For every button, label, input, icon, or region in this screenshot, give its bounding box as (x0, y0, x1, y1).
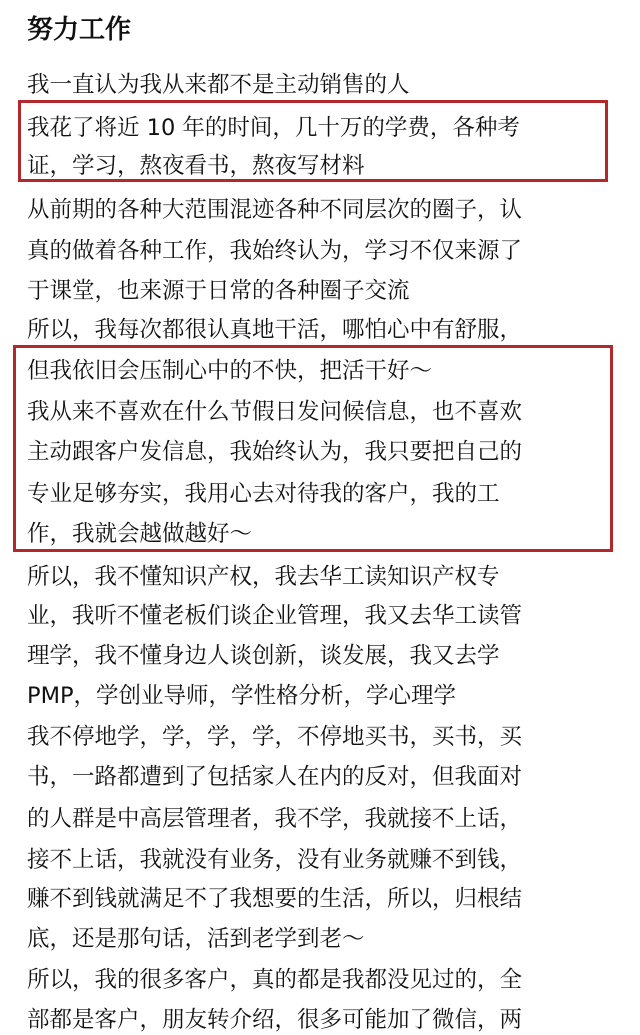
text-line: 部都是客户，朋友转介绍，很多可能加了微信，两 (27, 1007, 523, 1033)
text-line: 我不停地学，学，学，学，不停地买书，买书，买 (27, 724, 523, 750)
text-line: 主动跟客户发信息，我始终认为，我只要把自己的 (27, 439, 523, 465)
text-line: PMP，学创业导师，学性格分析，学心理学 (27, 683, 457, 709)
text-line: 我一直认为我从来都不是主动销售的人 (27, 72, 410, 98)
text-line: 作，我就会越做越好～ (27, 521, 253, 547)
text-line: 底，还是那句话，活到老学到老～ (27, 926, 365, 952)
text-line: 书，一路都遭到了包括家人在内的反对，但我面对 (27, 764, 523, 790)
text-line: 接不上话，我就没有业务，没有业务就赚不到钱， (27, 847, 523, 873)
text-line: 证，学习，熬夜看书，熬夜写材料 (27, 153, 365, 179)
text-line: 专业足够夯实，我用心去对待我的客户，我的工 (27, 481, 500, 507)
text-line: 所以，我的很多客户，真的都是我都没见过的，全 (27, 967, 523, 993)
text-line: 于课堂，也来源于日常的各种圈子交流 (27, 278, 410, 304)
article-title: 努力工作 (27, 15, 132, 45)
text-line: 业，我听不懂老板们谈企业管理，我又去华工读管 (27, 603, 523, 629)
text-line: 但我依旧会压制心中的不快，把活干好～ (27, 358, 433, 384)
text-line: 真的做着各种工作，我始终认为，学习不仅来源了 (27, 238, 523, 264)
text-line: 我花了将近 10 年的时间，几十万的学费，各种考 (27, 115, 520, 141)
text-line: 所以，我每次都很认真地干活，哪怕心中有舒服， (27, 317, 523, 343)
text-line: 所以，我不懂知识产权，我去华工读知识产权专 (27, 564, 500, 590)
text-line: 我从来不喜欢在什么节假日发问候信息，也不喜欢 (27, 399, 523, 425)
text-line: 从前期的各种大范围混迹各种不同层次的圈子，认 (27, 197, 523, 223)
text-line: 赚不到钱就满足不了我想要的生活，所以，归根结 (27, 886, 523, 912)
text-line: 的人群是中高层管理者，我不学，我就接不上话， (27, 806, 523, 832)
text-line: 理学，我不懂身边人谈创新，谈发展，我又去学 (27, 643, 500, 669)
